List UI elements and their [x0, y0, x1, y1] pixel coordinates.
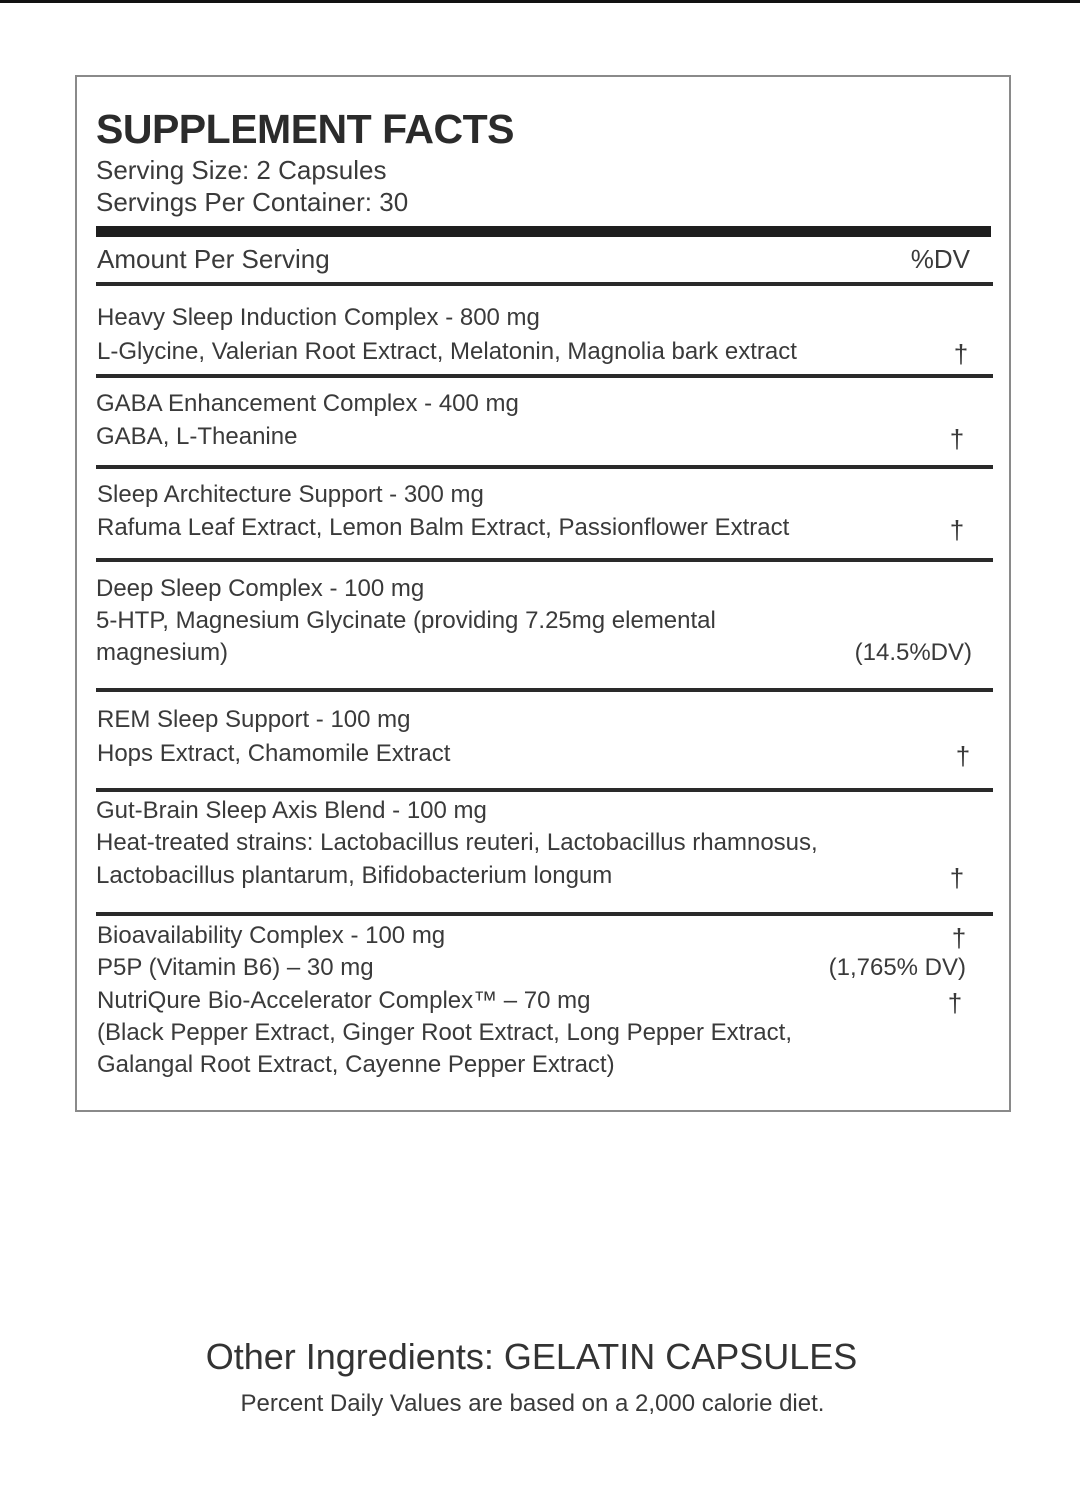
blend-name: GABA Enhancement Complex - 400 mg: [96, 390, 519, 417]
blend-ingredients: Hops Extract, Chamomile Extract: [97, 740, 451, 767]
blend-name: Deep Sleep Complex - 100 mg: [96, 575, 425, 602]
blend-ingredients: Rafuma Leaf Extract, Lemon Balm Extract, Passionflower Extract: [97, 514, 790, 541]
divider: [96, 465, 993, 469]
blend-name: Sleep Architecture Support - 300 mg: [97, 481, 484, 508]
divider: [96, 788, 993, 792]
blend-ingredients: GABA, L-Theanine: [96, 423, 298, 450]
other-ingredients: Other Ingredients: GELATIN CAPSULES: [205, 1336, 858, 1377]
dagger-mark: †: [949, 424, 965, 454]
servings-per-container: Servings Per Container: 30: [96, 187, 409, 217]
daily-value-footnote: Percent Daily Values are based on a 2,000 calorie diet.: [240, 1390, 825, 1417]
dagger-mark: †: [953, 339, 969, 369]
divider: [96, 912, 993, 916]
divider: [96, 374, 993, 378]
blend-ingredients: L-Glycine, Valerian Root Extract, Melatonin, Magnolia bark extract: [97, 338, 797, 365]
blend-ingredients: Lactobacillus plantarum, Bifidobacterium longum: [96, 862, 613, 889]
dagger-mark: †: [951, 923, 967, 953]
dagger-mark: †: [955, 741, 971, 771]
blend-name: REM Sleep Support - 100 mg: [97, 706, 411, 733]
thick-divider: [96, 226, 991, 237]
serving-size: Serving Size: 2 Capsules: [96, 155, 387, 185]
blend-ingredients: Heat-treated strains: Lactobacillus reuteri, Lactobacillus rhamnosus,: [96, 829, 818, 856]
blend-name: Heavy Sleep Induction Complex - 800 mg: [97, 304, 540, 331]
blend-ingredients: 5-HTP, Magnesium Glycinate (providing 7.25mg elemental: [96, 607, 716, 634]
dv-header: %DV: [910, 244, 970, 274]
divider: [96, 282, 993, 286]
blend-ingredients: magnesium): [96, 639, 229, 666]
divider: [96, 688, 993, 692]
blend-name: Gut-Brain Sleep Axis Blend - 100 mg: [96, 797, 487, 824]
panel-title: SUPPLEMENT FACTS: [96, 106, 514, 152]
sub-ingredient-name: P5P (Vitamin B6) – 30 mg: [97, 954, 374, 981]
blend-ingredients: Galangal Root Extract, Cayenne Pepper Extract): [97, 1051, 615, 1078]
divider: [96, 558, 993, 562]
dagger-mark: †: [947, 988, 963, 1018]
amount-per-serving-header: Amount Per Serving: [97, 244, 330, 274]
blend-ingredients: (Black Pepper Extract, Ginger Root Extract, Long Pepper Extract,: [97, 1019, 792, 1046]
dagger-mark: †: [949, 863, 965, 893]
dagger-mark: †: [949, 515, 965, 545]
top-border-rule: [0, 0, 1080, 3]
blend-name: Bioavailability Complex - 100 mg: [97, 922, 446, 949]
dv-value: (14.5%DV): [854, 639, 972, 666]
sub-ingredient-name: NutriQure Bio-Accelerator Complex™ – 70 mg: [97, 987, 591, 1014]
dv-value: (1,765% DV): [828, 954, 966, 981]
